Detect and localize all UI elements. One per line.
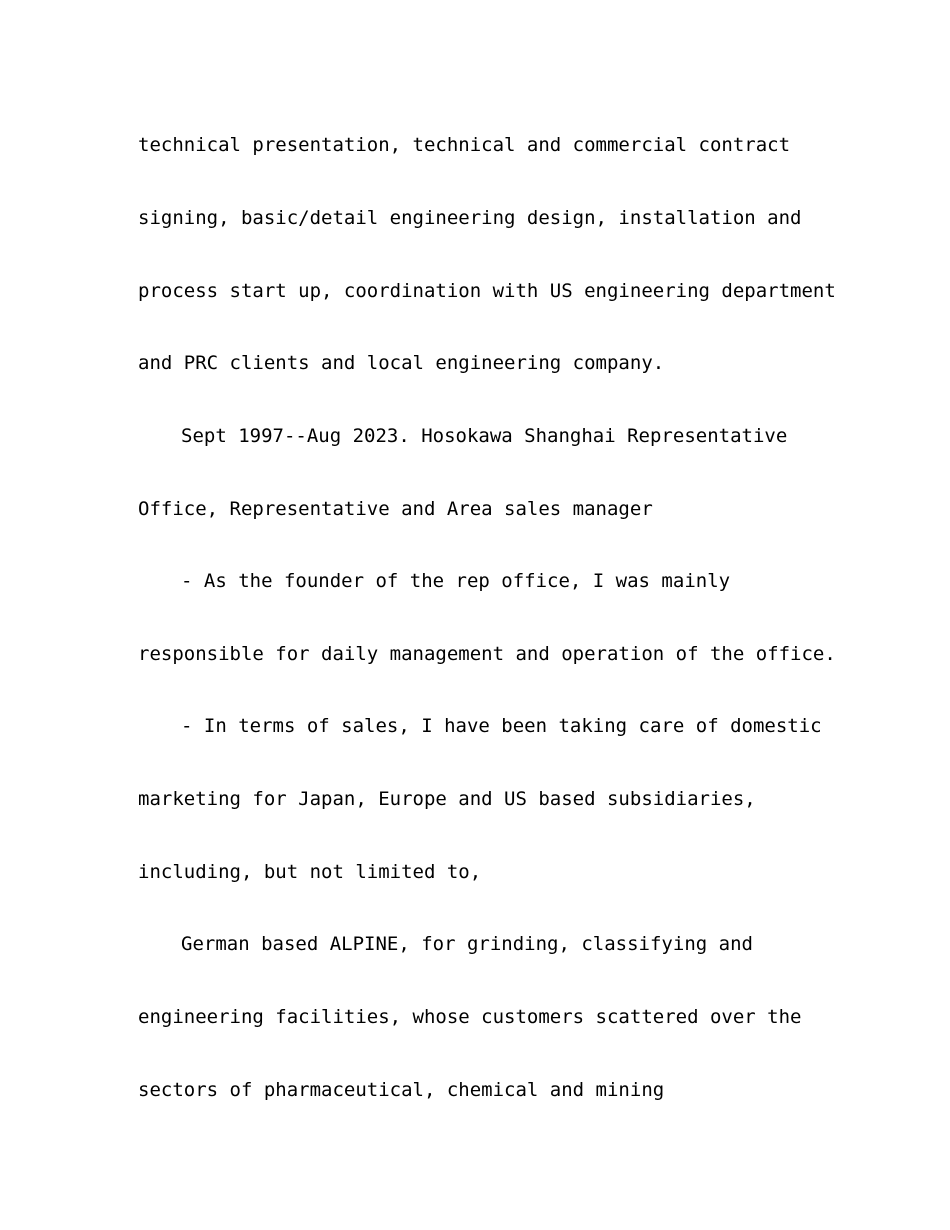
text-line: sectors of pharmaceutical, chemical and mining (138, 1079, 665, 1101)
text-line: - As the founder of the rep office, I was mainly (181, 570, 731, 592)
text-line: Sept 1997--Aug 2023. Hosokawa Shanghai Representative (181, 425, 788, 447)
text-line: process start up, coordination with US engineering department (138, 280, 836, 302)
text-line: Office, Representative and Area sales manager (138, 498, 653, 520)
text-line: including, but not limited to, (138, 861, 482, 883)
text-line: responsible for daily management and operation of the office. (138, 643, 836, 665)
text-line: signing, basic/detail engineering design, installation and (138, 207, 802, 229)
text-line: and PRC clients and local engineering company. (138, 352, 665, 374)
text-line: engineering facilities, whose customers scattered over the (138, 1006, 802, 1028)
text-line: - In terms of sales, I have been taking care of domestic (181, 715, 822, 737)
text-line: marketing for Japan, Europe and US based subsidiaries, (138, 788, 756, 810)
text-line: technical presentation, technical and commercial contract (138, 134, 791, 156)
text-line: German based ALPINE, for grinding, classifying and (181, 933, 753, 955)
